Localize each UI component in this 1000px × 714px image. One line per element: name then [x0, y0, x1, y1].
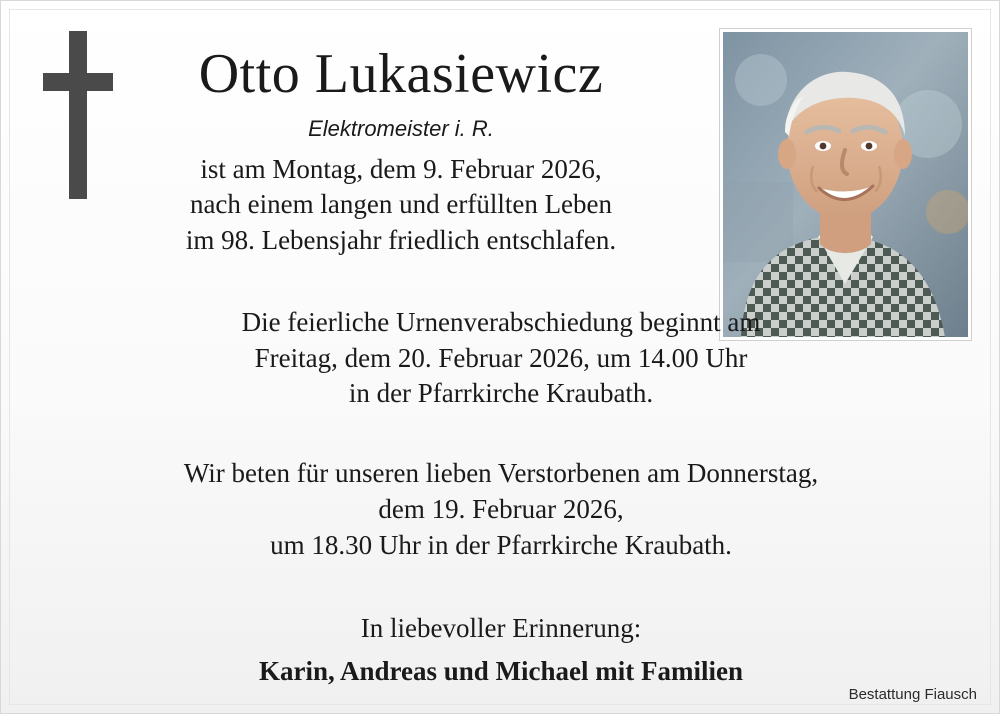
death-line-2: nach einem langen und erfüllten Leben	[189, 189, 613, 220]
deceased-name: Otto Lukasiewicz	[198, 43, 604, 105]
prayer-line-2: dem 19. Februar 2026,	[378, 494, 624, 525]
farewell-line-1: Die feierliche Urnenverabschiedung beginnt am	[241, 306, 761, 337]
funeral-home-credit: Bestattung Fiausch	[848, 686, 977, 703]
closing-dedication: In liebevoller Erinnerung:	[360, 613, 642, 644]
prayer-line-1: Wir beten für unseren lieben Verstorbenen am Donnerstag,	[183, 458, 819, 489]
notice-text	[1, 1, 1000, 689]
farewell-line-3: in der Pfarrkirche Kraubath.	[348, 378, 654, 409]
prayer-line-3: um 18.30 Uhr in der Pfarrkirche Kraubath.	[270, 530, 732, 561]
farewell-line-2: Freitag, dem 20. Februar 2026, um 14.00 Uhr	[254, 342, 748, 373]
deceased-profession: Elektromeister i. R.	[308, 115, 494, 141]
prayer-service-info	[1, 456, 1000, 564]
death-line-3: im 98. Lebensjahr friedlich entschlafen.	[185, 225, 617, 256]
family-names: Karin, Andreas und Michael mit Familien	[258, 655, 744, 686]
death-line-1: ist am Montag, dem 9. Februar 2026,	[200, 153, 602, 184]
death-announcement	[1, 152, 1000, 259]
farewell-ceremony-info	[1, 305, 1000, 413]
